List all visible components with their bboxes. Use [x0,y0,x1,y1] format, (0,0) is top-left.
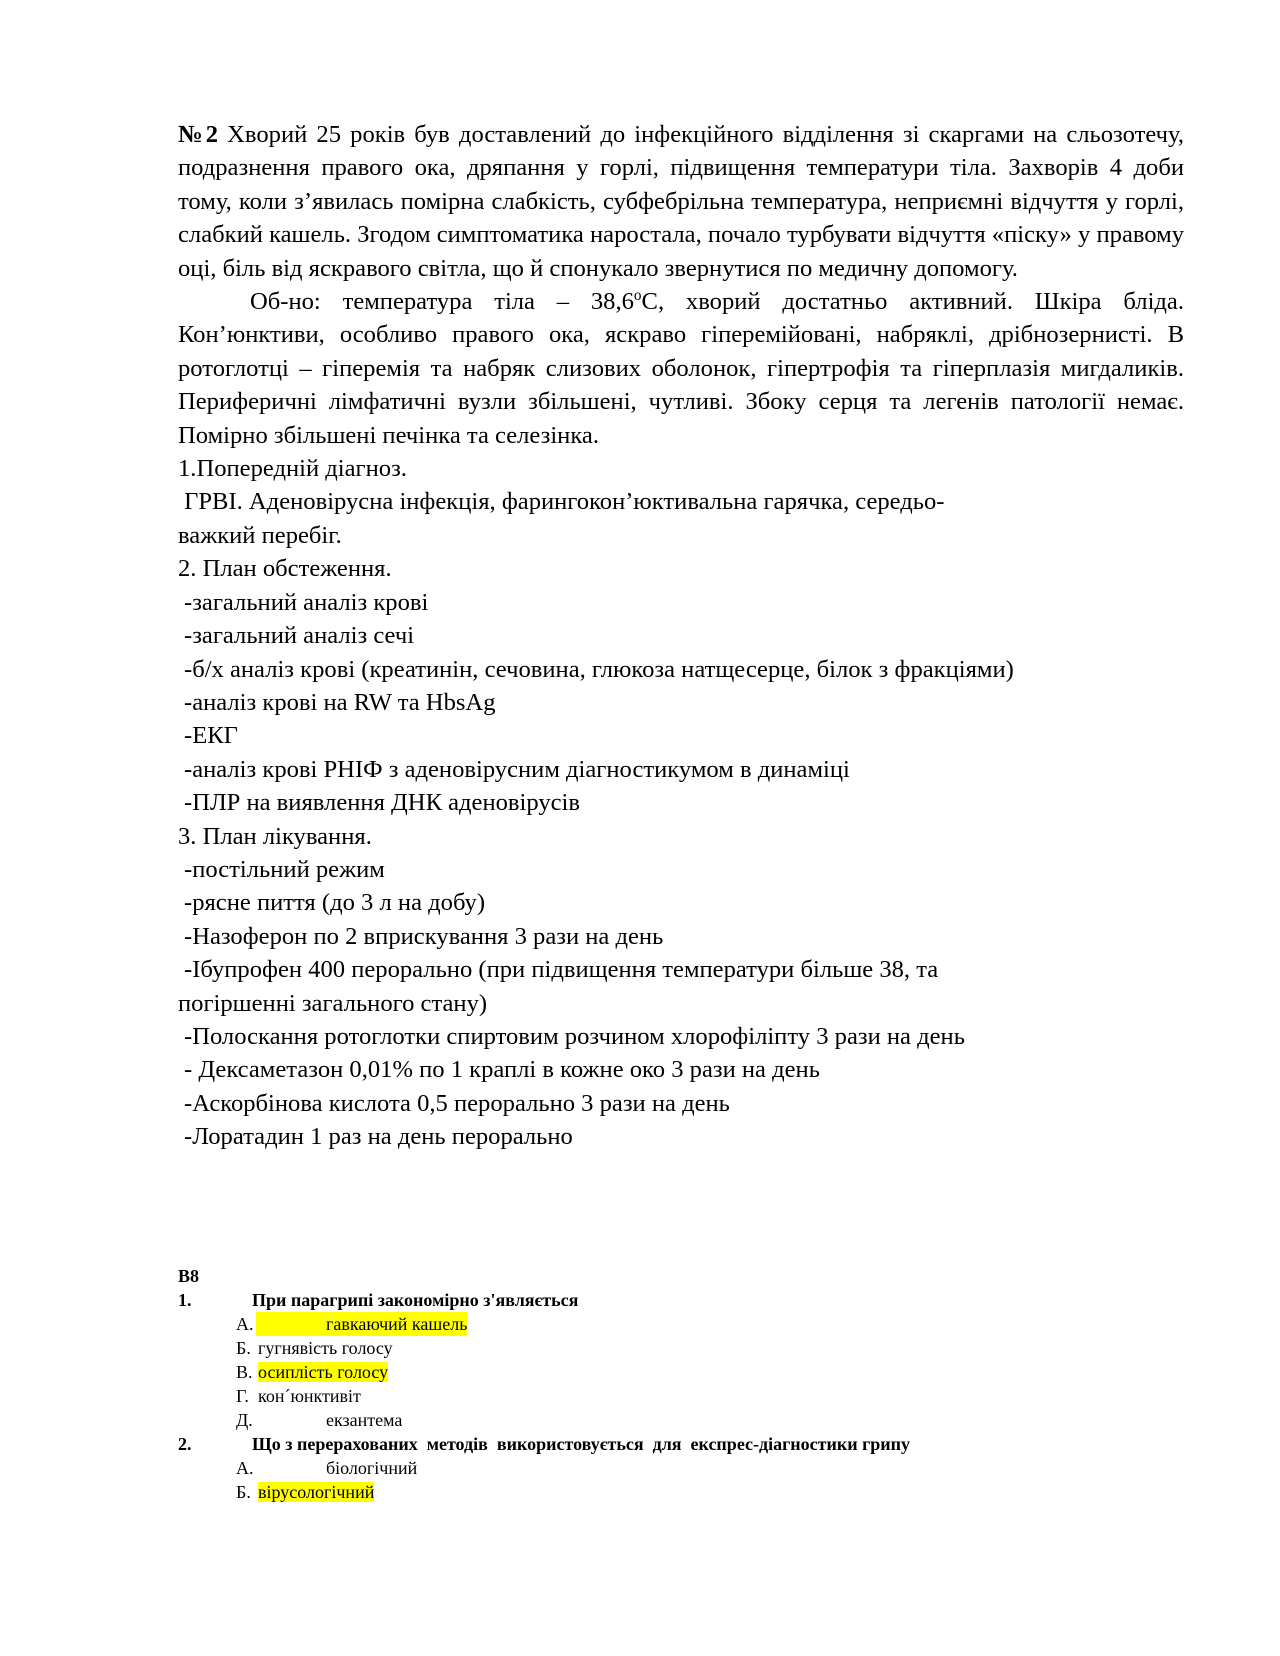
exam-plan-item: -б/х аналіз крові (креатинін, сечовина, глюкоза натщесерце, білок з фракціями) [184,655,1014,683]
question-text: Що з перерахованих методів використовується для експрес-діагностики грипу [252,1434,911,1454]
exam-plan-item: -аналіз крові на RW та HbsAg [184,688,496,716]
exam-plan-heading: 2. План обстеження. [178,555,392,583]
exam-text-part1: Об-но: температура тіла – 38,6 [250,288,634,316]
case-section [178,118,1184,1154]
option-text: біологічний [326,1458,418,1478]
exam-text-part2: С, хворий достатньо активний. Шкіра бліда. Кон’юнктиви, особливо правого ока, яскраво гіперемійовані, набряклі, дрібнозернисті. В ротоглотці – гіперемія та набряк слизових оболонок, гіпертрофія та гіперплазія мигдаликів. Периферичні лімфатичні вузли збільшені, чутливі. Збоку серця та легенів патології немає. Помірно збільшені печінка та селезінка. [178,288,1184,449]
treatment-item: -Лоратадин 1 раз на день перорально [184,1123,573,1151]
treatment-plan-heading: 3. План лікування. [178,822,372,850]
treatment-item: -Ібупрофен 400 перорально (при підвищення температури більше 38, та [184,956,939,984]
exam-plan-item: -ЕКГ [184,722,238,750]
exam-plan-item: -ПЛР на виявлення ДНК аденовірусів [184,789,580,817]
case-intro-text: Хворий 25 років був доставлений до інфекційного відділення зі скаргами на сльозотечу, подразнення правого ока, дряпання у горлі, підвищення температури тіла. Захворів 4 доби тому, коли з’явилась помірна слабкість, субфебрільна температура, неприємні відчуття у горлі, слабкий кашель. Згодом симптоматика наростала, почало турбувати відчуття «піску» у правому оці, біль від яскравого світла, що й спонукало звернутися по медичну допомогу. [178,121,1185,282]
option-text-highlighted [256,1312,467,1336]
answer-option [236,1456,1184,1480]
case-number: №2 [178,121,219,148]
option-letter: А. [236,1314,254,1334]
treatment-item: -Аскорбінова кислота 0,5 перорально 3 рази на день [184,1089,730,1117]
treatment-item: - Дексаметазон 0,01% по 1 краплі в кожне око 3 рази на день [184,1056,820,1084]
option-letter: В. [236,1362,253,1382]
exam-plan-item: -загальний аналіз сечі [184,622,415,650]
diagnosis-text: ГРВІ. Аденовірусна інфекція, фарингокон’юктивальна гарячка, середьо- [178,488,945,516]
question-1 [178,1288,1184,1312]
treatment-item: -постільний режим [184,855,385,883]
question-text: При парагрипі закономірно з'являється [252,1290,579,1310]
option-text: гугнявість голосу [258,1338,393,1358]
answer-option [236,1312,1184,1336]
answer-option [236,1336,1184,1360]
option-letter: Г. [236,1386,249,1406]
option-text-highlighted: вірусологічний [258,1482,375,1502]
answer-option [236,1384,1184,1408]
option-text-highlighted: осиплість голосу [258,1362,389,1382]
treatment-item: -Полоскання ротоглотки спиртовим розчином хлорофіліпту 3 рази на день [184,1022,965,1050]
option-text-wrap [256,1480,374,1504]
degree-sign: о [633,286,642,304]
option-letter: А. [236,1458,254,1478]
answer-option [236,1360,1184,1384]
option-letter: Д. [236,1410,253,1430]
quiz-section [178,1264,1184,1504]
option-text: гавкаючий кашель [326,1314,468,1334]
exam-plan-item: -аналіз крові РНІФ з аденовірусним діагностикумом в динаміці [184,755,850,783]
option-text: кон´юнктивіт [258,1386,361,1406]
examination-paragraph [178,285,1184,452]
quiz-heading: В8 [178,1266,200,1286]
option-text: екзантема [326,1410,403,1430]
answer-option [236,1480,1184,1504]
option-letter: Б. [236,1338,251,1358]
answer-option [236,1408,1184,1432]
treatment-item: -Назоферон по 2 вприскування 3 рази на день [184,922,664,950]
diagnosis-text-continued: важкий перебіг. [178,521,342,549]
exam-plan-item: -загальний аналіз крові [184,588,429,616]
treatment-item: -рясне пиття (до 3 л на добу) [184,889,486,917]
question-number: 1. [178,1290,192,1310]
option-letter: Б. [236,1482,251,1502]
treatment-item-continued: погіршенні загального стану) [178,989,488,1017]
case-intro-paragraph [178,118,1184,285]
option-text-wrap [256,1360,388,1384]
question-2 [178,1432,1184,1456]
question-number: 2. [178,1434,192,1454]
diagnosis-heading: 1.Попередній діагноз. [178,455,407,483]
